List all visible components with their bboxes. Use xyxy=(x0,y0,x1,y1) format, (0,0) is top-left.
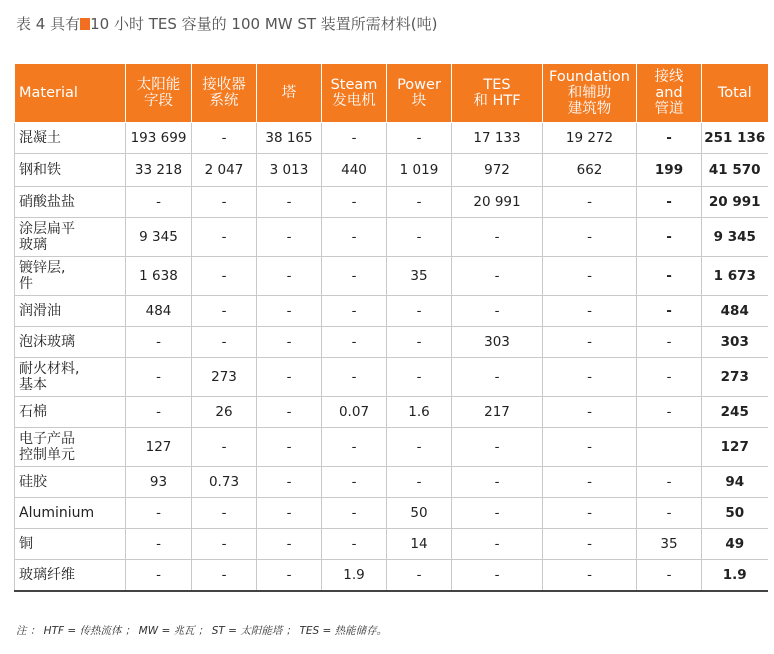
value-cell: - xyxy=(543,257,637,296)
value-cell: - xyxy=(543,560,637,591)
column-header: Power 块 xyxy=(387,64,452,123)
value-cell: - xyxy=(257,498,322,529)
column-header: TES 和 HTF xyxy=(452,64,543,123)
table-row xyxy=(15,257,768,296)
value-cell: - xyxy=(126,498,192,529)
value-cell: 33 218 xyxy=(126,154,192,187)
material-name-cell: 混凝土 xyxy=(15,123,126,154)
value-cell: - xyxy=(126,358,192,397)
value-cell: 484 xyxy=(126,296,192,327)
value-cell: 972 xyxy=(452,154,543,187)
table-footnote: 注 ： HTF = 传热流体 ； MW = 兆瓦 ； ST = 太阳能塔 ； TES = 热能储存。 xyxy=(16,625,388,637)
table-body xyxy=(15,123,768,591)
value-cell: - xyxy=(322,218,387,257)
value-cell: - xyxy=(257,560,322,591)
column-header: Foundation 和辅助 建筑物 xyxy=(543,64,637,123)
value-cell: - xyxy=(257,218,322,257)
value-cell: 127 xyxy=(126,428,192,467)
value-cell: - xyxy=(387,187,452,218)
column-header: 接线 and 管道 xyxy=(637,64,702,123)
value-cell: 2 047 xyxy=(192,154,257,187)
value-cell: - xyxy=(322,296,387,327)
value-cell: 199 xyxy=(637,154,702,187)
value-cell: - xyxy=(387,467,452,498)
value-cell xyxy=(637,428,702,467)
column-header: 太阳能 字段 xyxy=(126,64,192,123)
value-cell: 20 991 xyxy=(452,187,543,218)
table-row xyxy=(15,358,768,397)
table-header-row xyxy=(15,64,768,123)
value-cell: 0.07 xyxy=(322,397,387,428)
total-cell: 94 xyxy=(702,467,768,498)
value-cell: - xyxy=(387,358,452,397)
value-cell: - xyxy=(387,428,452,467)
value-cell: - xyxy=(452,529,543,560)
value-cell: - xyxy=(126,397,192,428)
table-row xyxy=(15,397,768,428)
value-cell: - xyxy=(192,327,257,358)
table-row xyxy=(15,529,768,560)
value-cell: - xyxy=(257,428,322,467)
value-cell: - xyxy=(637,327,702,358)
material-name-cell: 电子产品 控制单元 xyxy=(15,428,126,467)
value-cell: - xyxy=(452,358,543,397)
column-header: Total xyxy=(702,64,768,123)
total-cell: 50 xyxy=(702,498,768,529)
material-name-cell: 润滑油 xyxy=(15,296,126,327)
material-name-cell: 玻璃纤维 xyxy=(15,560,126,591)
value-cell: - xyxy=(543,218,637,257)
value-cell: 1.6 xyxy=(387,397,452,428)
value-cell: - xyxy=(452,218,543,257)
value-cell: - xyxy=(322,428,387,467)
value-cell: - xyxy=(192,529,257,560)
value-cell: - xyxy=(543,327,637,358)
materials-table xyxy=(14,63,768,592)
total-cell: 251 136 xyxy=(702,123,768,154)
value-cell: - xyxy=(387,327,452,358)
value-cell: - xyxy=(452,257,543,296)
value-cell: - xyxy=(126,327,192,358)
table-title-prefix: 表 4 具有 xyxy=(16,15,81,33)
total-cell: 20 991 xyxy=(702,187,768,218)
value-cell: - xyxy=(543,498,637,529)
value-cell: - xyxy=(637,467,702,498)
table-row xyxy=(15,218,768,257)
value-cell: - xyxy=(257,467,322,498)
value-cell: - xyxy=(543,358,637,397)
value-cell: 303 xyxy=(452,327,543,358)
value-cell: - xyxy=(322,498,387,529)
table-row xyxy=(15,428,768,467)
total-cell: 127 xyxy=(702,428,768,467)
value-cell: - xyxy=(192,428,257,467)
value-cell: - xyxy=(452,560,543,591)
value-cell: - xyxy=(452,428,543,467)
value-cell: - xyxy=(322,467,387,498)
value-cell: - xyxy=(192,498,257,529)
value-cell: 0.73 xyxy=(192,467,257,498)
value-cell: - xyxy=(543,428,637,467)
value-cell: - xyxy=(192,560,257,591)
table-row xyxy=(15,498,768,529)
value-cell: - xyxy=(637,358,702,397)
value-cell: - xyxy=(192,123,257,154)
material-name-cell: 涂层扁平 玻璃 xyxy=(15,218,126,257)
value-cell: 662 xyxy=(543,154,637,187)
value-cell: - xyxy=(192,218,257,257)
total-cell: 273 xyxy=(702,358,768,397)
value-cell: - xyxy=(543,397,637,428)
value-cell: - xyxy=(637,257,702,296)
value-cell: - xyxy=(543,187,637,218)
value-cell: - xyxy=(543,467,637,498)
value-cell: - xyxy=(543,529,637,560)
value-cell: - xyxy=(322,123,387,154)
value-cell: - xyxy=(257,187,322,218)
value-cell: 1 638 xyxy=(126,257,192,296)
value-cell: 9 345 xyxy=(126,218,192,257)
value-cell: - xyxy=(257,257,322,296)
table-row xyxy=(15,123,768,154)
value-cell: - xyxy=(637,296,702,327)
value-cell: 273 xyxy=(192,358,257,397)
table-row xyxy=(15,296,768,327)
value-cell: 50 xyxy=(387,498,452,529)
value-cell: 26 xyxy=(192,397,257,428)
value-cell: - xyxy=(637,560,702,591)
total-cell: 245 xyxy=(702,397,768,428)
value-cell: - xyxy=(257,327,322,358)
value-cell: - xyxy=(126,529,192,560)
material-name-cell: 泡沫玻璃 xyxy=(15,327,126,358)
value-cell: - xyxy=(257,397,322,428)
value-cell: - xyxy=(452,467,543,498)
table-row xyxy=(15,187,768,218)
value-cell: - xyxy=(322,257,387,296)
value-cell: - xyxy=(322,529,387,560)
total-cell: 49 xyxy=(702,529,768,560)
value-cell: 440 xyxy=(322,154,387,187)
value-cell: - xyxy=(192,257,257,296)
value-cell: 193 699 xyxy=(126,123,192,154)
value-cell: - xyxy=(387,218,452,257)
value-cell: 35 xyxy=(637,529,702,560)
material-name-cell: Aluminium xyxy=(15,498,126,529)
value-cell: - xyxy=(543,296,637,327)
value-cell: 19 272 xyxy=(543,123,637,154)
value-cell: 14 xyxy=(387,529,452,560)
value-cell: - xyxy=(637,218,702,257)
title-color-mark xyxy=(80,18,90,30)
value-cell: - xyxy=(126,187,192,218)
column-header: 塔 xyxy=(257,64,322,123)
column-header: 接收器 系统 xyxy=(192,64,257,123)
total-cell: 484 xyxy=(702,296,768,327)
column-header: Material xyxy=(15,64,126,123)
column-header: Steam 发电机 xyxy=(322,64,387,123)
total-cell: 9 345 xyxy=(702,218,768,257)
value-cell: - xyxy=(192,187,257,218)
material-name-cell: 石棉 xyxy=(15,397,126,428)
total-cell: 1.9 xyxy=(702,560,768,591)
material-name-cell: 钢和铁 xyxy=(15,154,126,187)
table-row xyxy=(15,560,768,591)
value-cell: 17 133 xyxy=(452,123,543,154)
value-cell: 1.9 xyxy=(322,560,387,591)
material-name-cell: 铜 xyxy=(15,529,126,560)
value-cell: - xyxy=(322,187,387,218)
value-cell: 93 xyxy=(126,467,192,498)
total-cell: 303 xyxy=(702,327,768,358)
value-cell: - xyxy=(257,358,322,397)
table-row xyxy=(15,467,768,498)
value-cell: - xyxy=(387,560,452,591)
value-cell: - xyxy=(126,560,192,591)
material-name-cell: 镀锌层, 件 xyxy=(15,257,126,296)
value-cell: - xyxy=(387,296,452,327)
value-cell: - xyxy=(257,529,322,560)
table-row xyxy=(15,327,768,358)
total-cell: 41 570 xyxy=(702,154,768,187)
value-cell: - xyxy=(452,498,543,529)
value-cell: - xyxy=(257,296,322,327)
value-cell: 38 165 xyxy=(257,123,322,154)
table-title xyxy=(16,13,438,34)
table-row xyxy=(15,154,768,187)
material-name-cell: 硅胶 xyxy=(15,467,126,498)
value-cell: - xyxy=(637,498,702,529)
material-name-cell: 硝酸盐盐 xyxy=(15,187,126,218)
total-cell: 1 673 xyxy=(702,257,768,296)
value-cell: - xyxy=(637,397,702,428)
value-cell: - xyxy=(192,296,257,327)
material-name-cell: 耐火材料, 基本 xyxy=(15,358,126,397)
value-cell: - xyxy=(637,187,702,218)
value-cell: - xyxy=(452,296,543,327)
value-cell: - xyxy=(637,123,702,154)
value-cell: 3 013 xyxy=(257,154,322,187)
value-cell: 1 019 xyxy=(387,154,452,187)
table-title-suffix: 10 小时 TES 容量的 100 MW ST 装置所需材料(吨) xyxy=(90,15,438,33)
value-cell: 35 xyxy=(387,257,452,296)
value-cell: - xyxy=(387,123,452,154)
value-cell: - xyxy=(322,327,387,358)
value-cell: 217 xyxy=(452,397,543,428)
value-cell: - xyxy=(322,358,387,397)
